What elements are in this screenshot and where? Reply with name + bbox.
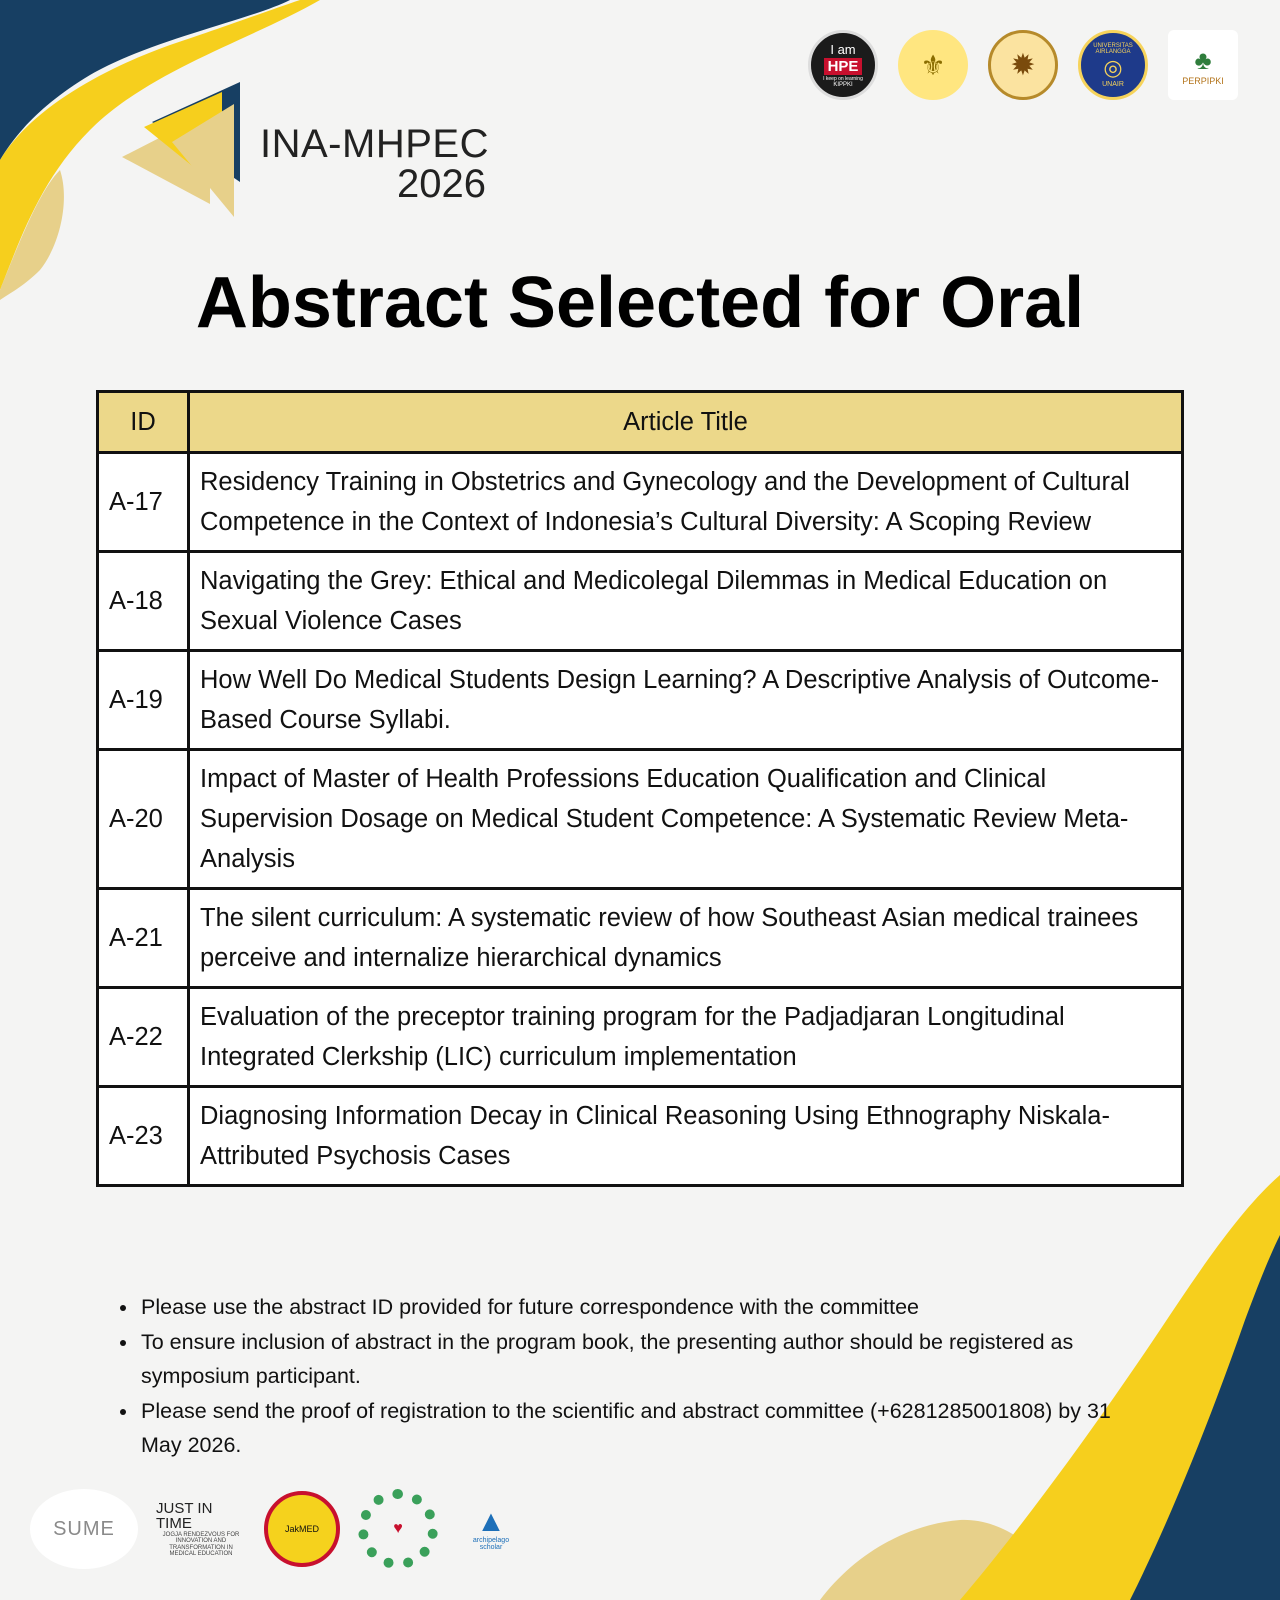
unair-logo-icon: UNIVERSITAS AIRLANGGA ◎ UNAIR [1078,30,1148,100]
perpipki-logo-icon: ♣ PERPIPKI [1168,30,1238,100]
event-year: 2026 [397,162,486,206]
column-header-id: ID [98,392,189,453]
i-am-hpe-logo-icon: I am HPE I keep on learning KIPPKI [808,30,878,100]
table-row [98,988,1183,1087]
article-title: Residency Training in Obstetrics and Gynecology and the Development of Cultural Competence in the Context of Indonesia’s Cultural Diversity: A Scoping Review [189,453,1183,552]
abstract-id: A-19 [98,651,189,750]
article-title: Navigating the Grey: Ethical and Medicolegal Dilemmas in Medical Education on Sexual Violence Cases [189,552,1183,651]
abstract-id: A-18 [98,552,189,651]
table-row [98,651,1183,750]
column-header-title: Article Title [189,392,1183,453]
article-title: The silent curriculum: A systematic review of how Southeast Asian medical trainees perceive and internalize hierarchical dynamics [189,889,1183,988]
table-row [98,750,1183,889]
triangle-logo-icon [122,82,240,217]
note-item: • Please send the proof of registration to the scientific and abstract committee (+6281285001808) by 31 May 2026. [139,1394,1139,1463]
partner-logos-top [808,30,1238,100]
jakmed-logo-icon: JakMED [264,1491,340,1567]
abstract-id: A-22 [98,988,189,1087]
abstract-id: A-21 [98,889,189,988]
table-row [98,889,1183,988]
event-logo [122,82,502,222]
table-header-row [98,392,1183,453]
community-ring-logo-icon: ♥ [358,1489,438,1569]
article-title: Diagnosing Information Decay in Clinical Reasoning Using Ethnography Niskala-Attributed Psychosis Cases [189,1087,1183,1186]
abstract-id: A-20 [98,750,189,889]
note-item: • Please use the abstract ID provided for future correspondence with the committee [139,1290,1139,1325]
note-item: • To ensure inclusion of abstract in the program book, the presenting author should be registered as symposium participant. [139,1325,1139,1394]
sume-logo-icon: SUME [30,1489,138,1569]
notes-list [115,1290,1139,1463]
table-row [98,453,1183,552]
article-title: Evaluation of the preceptor training program for the Padjadjaran Longitudinal Integrated Clerkship (LIC) curriculum implementation [189,988,1183,1087]
ugm-logo-icon: ✹ [988,30,1058,100]
table-row [98,552,1183,651]
universitas-indonesia-logo-icon: ⚜ [898,30,968,100]
article-title: How Well Do Medical Students Design Learning? A Descriptive Analysis of Outcome-Based Course Syllabi. [189,651,1183,750]
abstract-id: A-23 [98,1087,189,1186]
table-row [98,1087,1183,1186]
abstract-table [96,390,1184,1187]
article-title: Impact of Master of Health Professions Education Qualification and Clinical Supervision Dosage on Medical Student Competence: A Systematic Review Meta-Analysis [189,750,1183,889]
page-title: Abstract Selected for Oral [195,263,1085,343]
just-in-time-logo-icon: JUST IN TIME JOGJA RENDEZVOUS FOR INNOVATION AND TRANSFORMATION IN MEDICAL EDUCATION [156,1499,240,1558]
abstract-id: A-17 [98,453,189,552]
archipelago-scholar-logo-icon: ▲ archipelago scholar [472,1505,510,1551]
partner-logos-bottom [30,1488,526,1570]
event-name: INA-MHPEC [260,122,489,166]
